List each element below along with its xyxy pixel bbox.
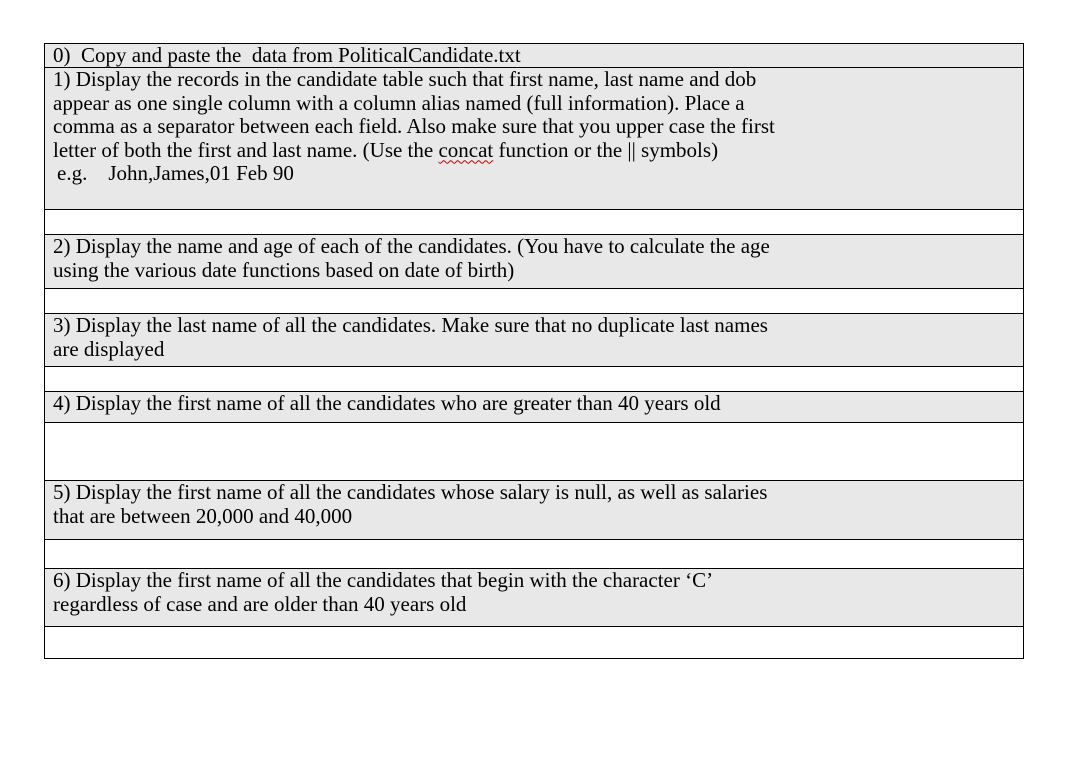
answer-2-row[interactable] [45, 289, 1023, 314]
question-5-line-1: 5) Display the first name of all the candidates whose salary is null, as well as salaries [53, 480, 768, 504]
answer-3-row[interactable] [45, 367, 1023, 392]
question-3-row [45, 314, 1023, 367]
question-5-row [45, 481, 1023, 540]
answer-1-row[interactable] [45, 210, 1023, 235]
question-3-line-1: 3) Display the last name of all the candidates. Make sure that no duplicate last names [53, 313, 768, 337]
question-1-line-1: 1) Display the records in the candidate table such that first name, last name and dob [53, 67, 757, 91]
question-table [44, 43, 1024, 659]
question-4-text: 4) Display the first name of all the candidates who are greater than 40 years old [53, 391, 721, 415]
answer-4-row[interactable] [45, 423, 1023, 481]
question-2-row [45, 235, 1023, 289]
answer-5-row[interactable] [45, 540, 1023, 569]
answer-6-row[interactable] [45, 627, 1023, 659]
question-1-row [45, 68, 1023, 210]
question-2-line-1: 2) Display the name and age of each of the candidates. (You have to calculate the age [53, 234, 770, 258]
question-1-line-3: comma as a separator between each field. Also make sure that you upper case the first [53, 114, 775, 138]
question-1-line-4-end: function or the || symbols) [493, 137, 719, 162]
question-1-line-2: appear as one single column with a column alias named (full information). Place a [53, 90, 745, 115]
question-1-line-4 [53, 139, 1015, 163]
question-0-text: 0) Copy and paste the data from PoliticalCandidate.txt [53, 43, 521, 67]
spellcheck-word-concat: concat [438, 137, 494, 162]
question-6-line-1: 6) Display the first name of all the candidates that begin with the character ‘C’ [53, 568, 714, 592]
question-2-line-2: using the various date functions based on date of birth) [53, 257, 515, 282]
question-1-example: e.g. John,James,01 Feb 90 [57, 161, 294, 185]
question-6-line-2: regardless of case and are older than 40 years old [53, 591, 467, 616]
question-0-row [45, 44, 1023, 68]
question-1-line-4-start: letter of both the first and last name. (Use the [53, 137, 439, 162]
question-3-line-2: are displayed [53, 336, 165, 361]
question-6-row [45, 569, 1023, 627]
question-4-row [45, 392, 1023, 423]
question-5-line-2: that are between 20,000 and 40,000 [53, 503, 353, 528]
